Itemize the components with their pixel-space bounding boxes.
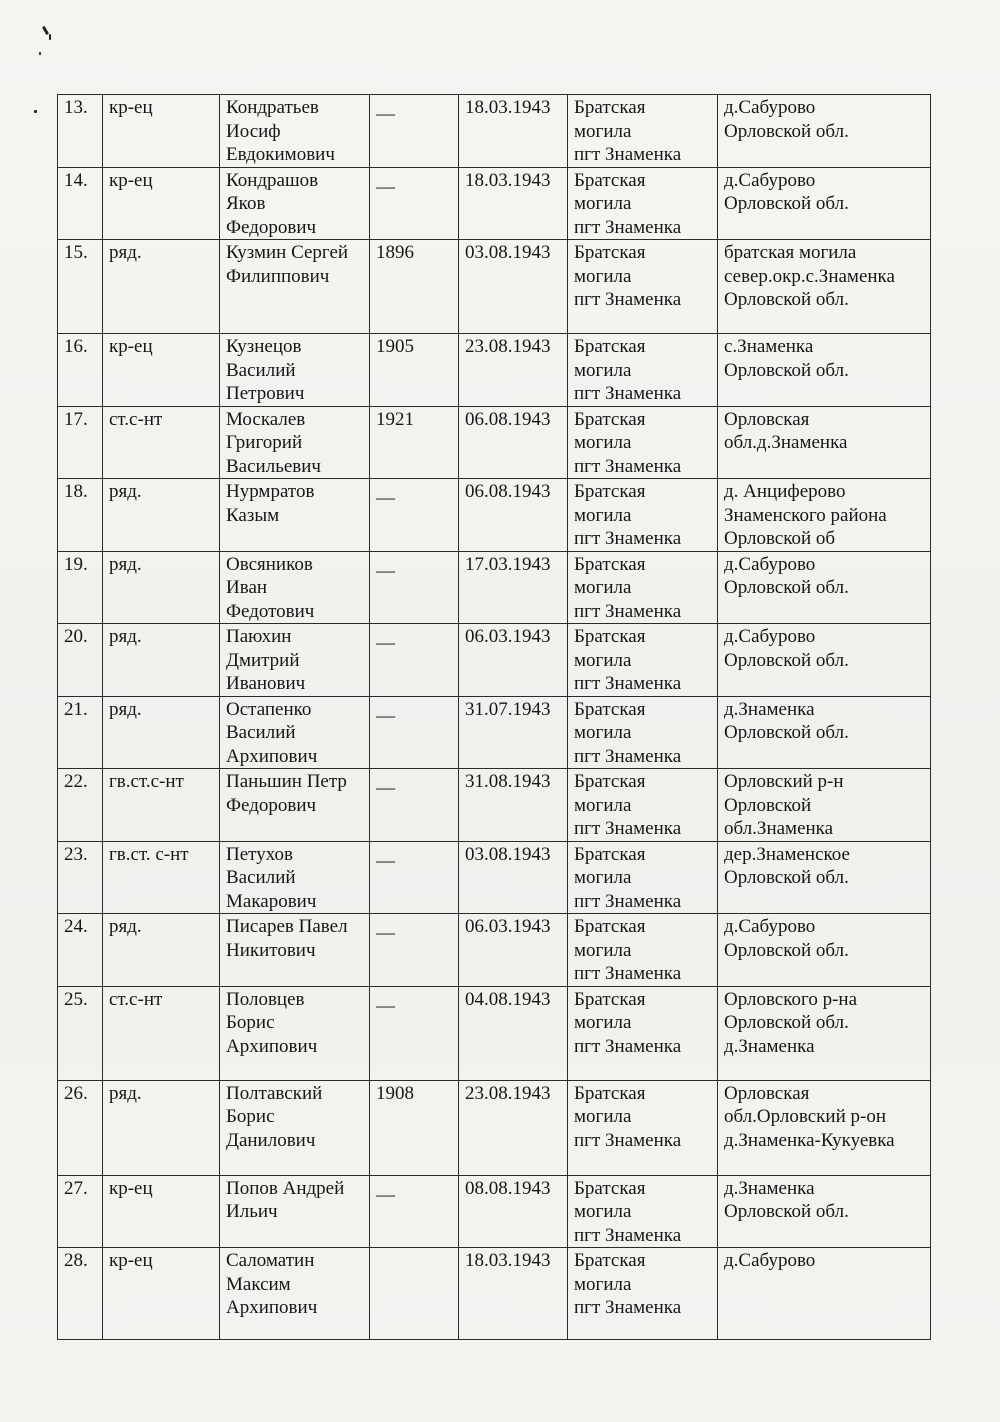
location-cell: с.Знаменка Орловской обл. bbox=[718, 334, 931, 407]
name-cell: Писарев Павел Никитович bbox=[220, 914, 370, 987]
burial-site-cell: Братская могила пгт Знаменка bbox=[568, 167, 718, 240]
row-number: 22. bbox=[58, 769, 103, 842]
burial-site-cell: Братская могила пгт Знаменка bbox=[568, 551, 718, 624]
burial-site-cell: Братская могила пгт Знаменка bbox=[568, 914, 718, 987]
rank-cell: кр-ец bbox=[103, 95, 220, 168]
name-cell: Полтавский Борис Данилович bbox=[220, 1080, 370, 1175]
burial-site-cell: Братская могила пгт Знаменка bbox=[568, 696, 718, 769]
birth-year-cell: 1921 bbox=[370, 406, 459, 479]
birth-year-cell: __ bbox=[370, 551, 459, 624]
name-cell: Саломатин Максим Архипович bbox=[220, 1248, 370, 1340]
name-cell: Остапенко Василий Архипович bbox=[220, 696, 370, 769]
row-number: 15. bbox=[58, 240, 103, 334]
rank-cell: гв.ст. с-нт bbox=[103, 841, 220, 914]
death-date-cell: 31.07.1943 bbox=[459, 696, 568, 769]
burial-site-cell: Братская могила пгт Знаменка bbox=[568, 1175, 718, 1248]
birth-year-cell: __ bbox=[370, 841, 459, 914]
location-cell: д.Знаменка Орловской обл. bbox=[718, 1175, 931, 1248]
location-cell: д.Сабурово Орловской обл. bbox=[718, 914, 931, 987]
name-cell: Половцев Борис Архипович bbox=[220, 986, 370, 1080]
name-cell: Паньшин Петр Федорович bbox=[220, 769, 370, 842]
row-number: 17. bbox=[58, 406, 103, 479]
table-row bbox=[58, 769, 931, 842]
table-row bbox=[58, 914, 931, 987]
rank-cell: кр-ец bbox=[103, 334, 220, 407]
rank-cell: ст.с-нт bbox=[103, 406, 220, 479]
location-cell: Орловская обл.Орловский р-он д.Знаменка-Кукуевка bbox=[718, 1080, 931, 1175]
rank-cell: гв.ст.с-нт bbox=[103, 769, 220, 842]
burial-site-cell: Братская могила пгт Знаменка bbox=[568, 769, 718, 842]
table-row bbox=[58, 406, 931, 479]
location-cell: д.Знаменка Орловской обл. bbox=[718, 696, 931, 769]
table-row bbox=[58, 240, 931, 334]
name-cell: Нурмратов Казым bbox=[220, 479, 370, 552]
table-row bbox=[58, 1080, 931, 1175]
table-row bbox=[58, 986, 931, 1080]
burial-site-cell: Братская могила пгт Знаменка bbox=[568, 1248, 718, 1340]
birth-year-cell: 1905 bbox=[370, 334, 459, 407]
table-row bbox=[58, 551, 931, 624]
birth-year-cell: __ bbox=[370, 624, 459, 697]
location-cell: братская могила север.окр.с.Знаменка Орловской обл. bbox=[718, 240, 931, 334]
row-number: 14. bbox=[58, 167, 103, 240]
row-number: 26. bbox=[58, 1080, 103, 1175]
burial-site-cell: Братская могила пгт Знаменка bbox=[568, 240, 718, 334]
death-date-cell: 04.08.1943 bbox=[459, 986, 568, 1080]
location-cell: Орловского р-на Орловской обл. д.Знаменка bbox=[718, 986, 931, 1080]
name-cell: Кондрашов Яков Федорович bbox=[220, 167, 370, 240]
row-number: 16. bbox=[58, 334, 103, 407]
row-number: 20. bbox=[58, 624, 103, 697]
burial-site-cell: Братская могила пгт Знаменка bbox=[568, 334, 718, 407]
table-row bbox=[58, 1175, 931, 1248]
location-cell: Орловская обл.д.Знаменка bbox=[718, 406, 931, 479]
row-number: 24. bbox=[58, 914, 103, 987]
death-date-cell: 06.03.1943 bbox=[459, 914, 568, 987]
location-cell: д.Сабурово Орловской обл. bbox=[718, 624, 931, 697]
birth-year-cell: __ bbox=[370, 986, 459, 1080]
table-row bbox=[58, 841, 931, 914]
table-row bbox=[58, 1248, 931, 1340]
rank-cell: ряд. bbox=[103, 240, 220, 334]
burial-register-table bbox=[57, 94, 931, 1340]
row-number: 21. bbox=[58, 696, 103, 769]
location-cell: Орловский р-н Орловской обл.Знаменка bbox=[718, 769, 931, 842]
rank-cell: ряд. bbox=[103, 479, 220, 552]
death-date-cell: 06.03.1943 bbox=[459, 624, 568, 697]
burial-site-cell: Братская могила пгт Знаменка bbox=[568, 1080, 718, 1175]
death-date-cell: 03.08.1943 bbox=[459, 841, 568, 914]
row-number: 18. bbox=[58, 479, 103, 552]
row-number: 28. bbox=[58, 1248, 103, 1340]
location-cell: д.Сабурово Орловской обл. bbox=[718, 551, 931, 624]
death-date-cell: 23.08.1943 bbox=[459, 1080, 568, 1175]
location-cell: д. Анциферово Знаменского района Орловской об bbox=[718, 479, 931, 552]
table-row bbox=[58, 696, 931, 769]
location-cell: д.Сабурово Орловской обл. bbox=[718, 95, 931, 168]
death-date-cell: 03.08.1943 bbox=[459, 240, 568, 334]
name-cell: Кондратьев Иосиф Евдокимович bbox=[220, 95, 370, 168]
rank-cell: ряд. bbox=[103, 696, 220, 769]
rank-cell: ст.с-нт bbox=[103, 986, 220, 1080]
row-number: 13. bbox=[58, 95, 103, 168]
name-cell: Петухов Василий Макарович bbox=[220, 841, 370, 914]
row-number: 27. bbox=[58, 1175, 103, 1248]
name-cell: Москалев Григорий Васильевич bbox=[220, 406, 370, 479]
birth-year-cell: 1896 bbox=[370, 240, 459, 334]
table-row bbox=[58, 167, 931, 240]
row-number: 25. bbox=[58, 986, 103, 1080]
row-number: 23. bbox=[58, 841, 103, 914]
name-cell: Паюхин Дмитрий Иванович bbox=[220, 624, 370, 697]
birth-year-cell: __ bbox=[370, 95, 459, 168]
birth-year-cell bbox=[370, 1248, 459, 1340]
burial-site-cell: Братская могила пгт Знаменка bbox=[568, 986, 718, 1080]
table-row bbox=[58, 624, 931, 697]
death-date-cell: 18.03.1943 bbox=[459, 95, 568, 168]
burial-site-cell: Братская могила пгт Знаменка bbox=[568, 406, 718, 479]
death-date-cell: 08.08.1943 bbox=[459, 1175, 568, 1248]
birth-year-cell: __ bbox=[370, 1175, 459, 1248]
birth-year-cell: __ bbox=[370, 479, 459, 552]
death-date-cell: 06.08.1943 bbox=[459, 479, 568, 552]
table-row bbox=[58, 479, 931, 552]
birth-year-cell: __ bbox=[370, 167, 459, 240]
name-cell: Кузнецов Василий Петрович bbox=[220, 334, 370, 407]
birth-year-cell: 1908 bbox=[370, 1080, 459, 1175]
death-date-cell: 06.08.1943 bbox=[459, 406, 568, 479]
rank-cell: ряд. bbox=[103, 551, 220, 624]
burial-site-cell: Братская могила пгт Знаменка bbox=[568, 841, 718, 914]
burial-site-cell: Братская могила пгт Знаменка bbox=[568, 624, 718, 697]
rank-cell: кр-ец bbox=[103, 1248, 220, 1340]
rank-cell: кр-ец bbox=[103, 167, 220, 240]
death-date-cell: 17.03.1943 bbox=[459, 551, 568, 624]
name-cell: Кузмин Сергей Филиппович bbox=[220, 240, 370, 334]
location-cell: дер.Знаменское Орловской обл. bbox=[718, 841, 931, 914]
location-cell: д.Сабурово Орловской обл. bbox=[718, 167, 931, 240]
death-date-cell: 23.08.1943 bbox=[459, 334, 568, 407]
burial-site-cell: Братская могила пгт Знаменка bbox=[568, 95, 718, 168]
rank-cell: кр-ец bbox=[103, 1175, 220, 1248]
rank-cell: ряд. bbox=[103, 914, 220, 987]
death-date-cell: 18.03.1943 bbox=[459, 1248, 568, 1340]
rank-cell: ряд. bbox=[103, 1080, 220, 1175]
birth-year-cell: __ bbox=[370, 914, 459, 987]
table-row bbox=[58, 95, 931, 168]
birth-year-cell: __ bbox=[370, 696, 459, 769]
birth-year-cell: __ bbox=[370, 769, 459, 842]
table-row bbox=[58, 334, 931, 407]
name-cell: Овсяников Иван Федотович bbox=[220, 551, 370, 624]
rank-cell: ряд. bbox=[103, 624, 220, 697]
row-number: 19. bbox=[58, 551, 103, 624]
burial-site-cell: Братская могила пгт Знаменка bbox=[568, 479, 718, 552]
death-date-cell: 31.08.1943 bbox=[459, 769, 568, 842]
location-cell: д.Сабурово bbox=[718, 1248, 931, 1340]
death-date-cell: 18.03.1943 bbox=[459, 167, 568, 240]
name-cell: Попов Андрей Ильич bbox=[220, 1175, 370, 1248]
